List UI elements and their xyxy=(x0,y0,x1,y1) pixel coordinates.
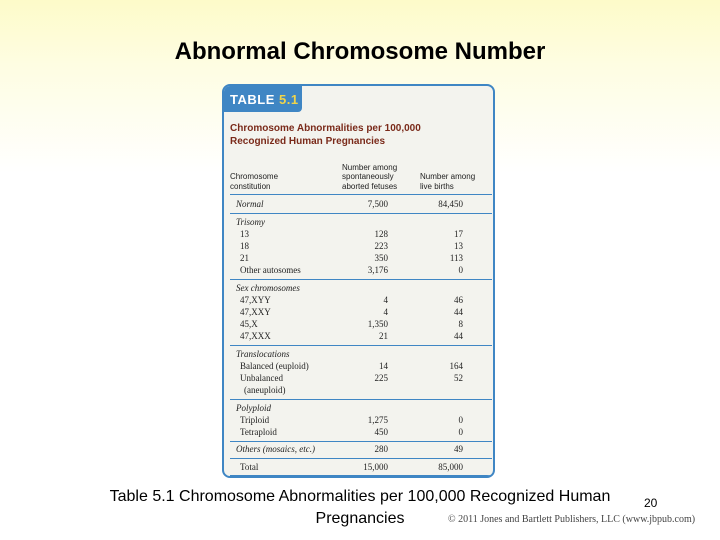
row-label: Tetraploid xyxy=(240,427,277,437)
table-row xyxy=(230,372,492,384)
value-live: 164 xyxy=(449,361,463,371)
table-row xyxy=(230,330,492,342)
table-heading-line2: Recognized Human Pregnancies xyxy=(230,136,386,147)
col-header-aborted-fetuses: Number among spontaneously aborted fetuses xyxy=(342,162,398,191)
row-label: Normal xyxy=(236,199,264,209)
value-live: 44 xyxy=(454,331,463,341)
table-row xyxy=(230,240,492,252)
table-row xyxy=(230,414,492,426)
divider xyxy=(230,279,492,280)
divider xyxy=(230,194,492,195)
table-tab-number: 5.1 xyxy=(278,92,299,107)
value-live: 17 xyxy=(454,229,463,239)
slide-title: Abnormal Chromosome Number xyxy=(174,38,546,65)
value-live: 46 xyxy=(454,295,463,305)
row-label: Balanced (euploid) xyxy=(240,361,309,371)
table-row xyxy=(230,252,492,264)
row-label: 18 xyxy=(240,241,249,251)
table-tab-prefix: TABLE xyxy=(230,92,279,107)
value-live: 85,000 xyxy=(438,462,463,472)
group-header xyxy=(230,348,492,360)
value-fetuses: 1,275 xyxy=(367,415,388,425)
row-label: Unbalanced xyxy=(240,373,283,383)
col-header-live-births: Number among live births xyxy=(420,172,476,191)
group-header xyxy=(230,402,492,414)
row-label: 47,XXY xyxy=(240,307,271,317)
row-label: 13 xyxy=(240,229,249,239)
value-live: 44 xyxy=(454,307,463,317)
value-fetuses: 128 xyxy=(374,229,388,239)
table-row xyxy=(230,443,492,455)
value-live: 52 xyxy=(454,373,463,383)
table-row xyxy=(230,306,492,318)
table-row xyxy=(230,294,492,306)
row-label: Triploid xyxy=(240,415,270,425)
row-label: Total xyxy=(240,462,259,472)
divider xyxy=(230,345,492,346)
value-live: 0 xyxy=(458,427,463,437)
value-live: 84,450 xyxy=(438,199,463,209)
value-live: 0 xyxy=(458,265,463,275)
value-fetuses: 225 xyxy=(374,373,388,383)
value-live: 49 xyxy=(454,444,463,454)
row-label: 21 xyxy=(240,253,249,263)
table-row xyxy=(230,228,492,240)
row-label: Other autosomes xyxy=(240,265,301,275)
divider xyxy=(230,475,492,476)
caption-line2: Pregnancies xyxy=(315,510,405,527)
value-fetuses: 21 xyxy=(379,331,388,341)
table-row xyxy=(230,198,492,210)
value-fetuses: 350 xyxy=(374,253,388,263)
value-fetuses: 3,176 xyxy=(367,265,388,275)
value-fetuses: 4 xyxy=(383,307,388,317)
table-row xyxy=(230,318,492,330)
row-label: 47,XYY xyxy=(240,295,271,305)
table-row xyxy=(230,384,492,396)
column-headers xyxy=(230,161,492,191)
value-live: 0 xyxy=(458,415,463,425)
group-header xyxy=(230,282,492,294)
value-fetuses: 4 xyxy=(383,295,388,305)
group-label: Translocations xyxy=(236,349,290,359)
table-row xyxy=(230,264,492,276)
divider xyxy=(230,213,492,214)
row-label: Others (mosaics, etc.) xyxy=(236,444,315,454)
value-fetuses: 450 xyxy=(374,427,388,437)
table-tab-label xyxy=(224,86,302,112)
value-live: 13 xyxy=(454,241,463,251)
group-label: Trisomy xyxy=(236,217,266,227)
row-label: (aneuploid) xyxy=(244,385,286,395)
page-number: 20 xyxy=(644,496,658,510)
value-fetuses: 280 xyxy=(374,444,388,454)
table-5-1 xyxy=(222,84,495,478)
value-fetuses: 15,000 xyxy=(363,462,388,472)
table-heading xyxy=(230,122,490,148)
group-header xyxy=(230,216,492,228)
value-fetuses: 14 xyxy=(379,361,388,371)
value-live: 8 xyxy=(458,319,463,329)
table-row xyxy=(230,426,492,438)
row-label: 47,XXX xyxy=(240,331,271,341)
value-fetuses: 223 xyxy=(374,241,388,251)
copyright-notice: © 2011 Jones and Bartlett Publishers, LLC (www.jbpub.com) xyxy=(448,514,696,525)
value-fetuses: 1,350 xyxy=(367,319,388,329)
col-header-constitution: Chromosome constitution xyxy=(230,172,279,191)
divider xyxy=(230,441,492,442)
caption-line1: Table 5.1 Chromosome Abnormalities per 100,000 Recognized Human xyxy=(109,488,611,505)
value-fetuses: 7,500 xyxy=(367,199,388,209)
group-label: Polyploid xyxy=(236,403,271,413)
group-label: Sex chromosomes xyxy=(236,283,300,293)
value-live: 113 xyxy=(449,253,463,263)
divider xyxy=(230,399,492,400)
table-heading-line1: Chromosome Abnormalities per 100,000 xyxy=(230,123,421,134)
row-label: 45,X xyxy=(240,319,258,329)
divider xyxy=(230,458,492,459)
table-row-total xyxy=(230,461,492,473)
table-row xyxy=(230,360,492,372)
